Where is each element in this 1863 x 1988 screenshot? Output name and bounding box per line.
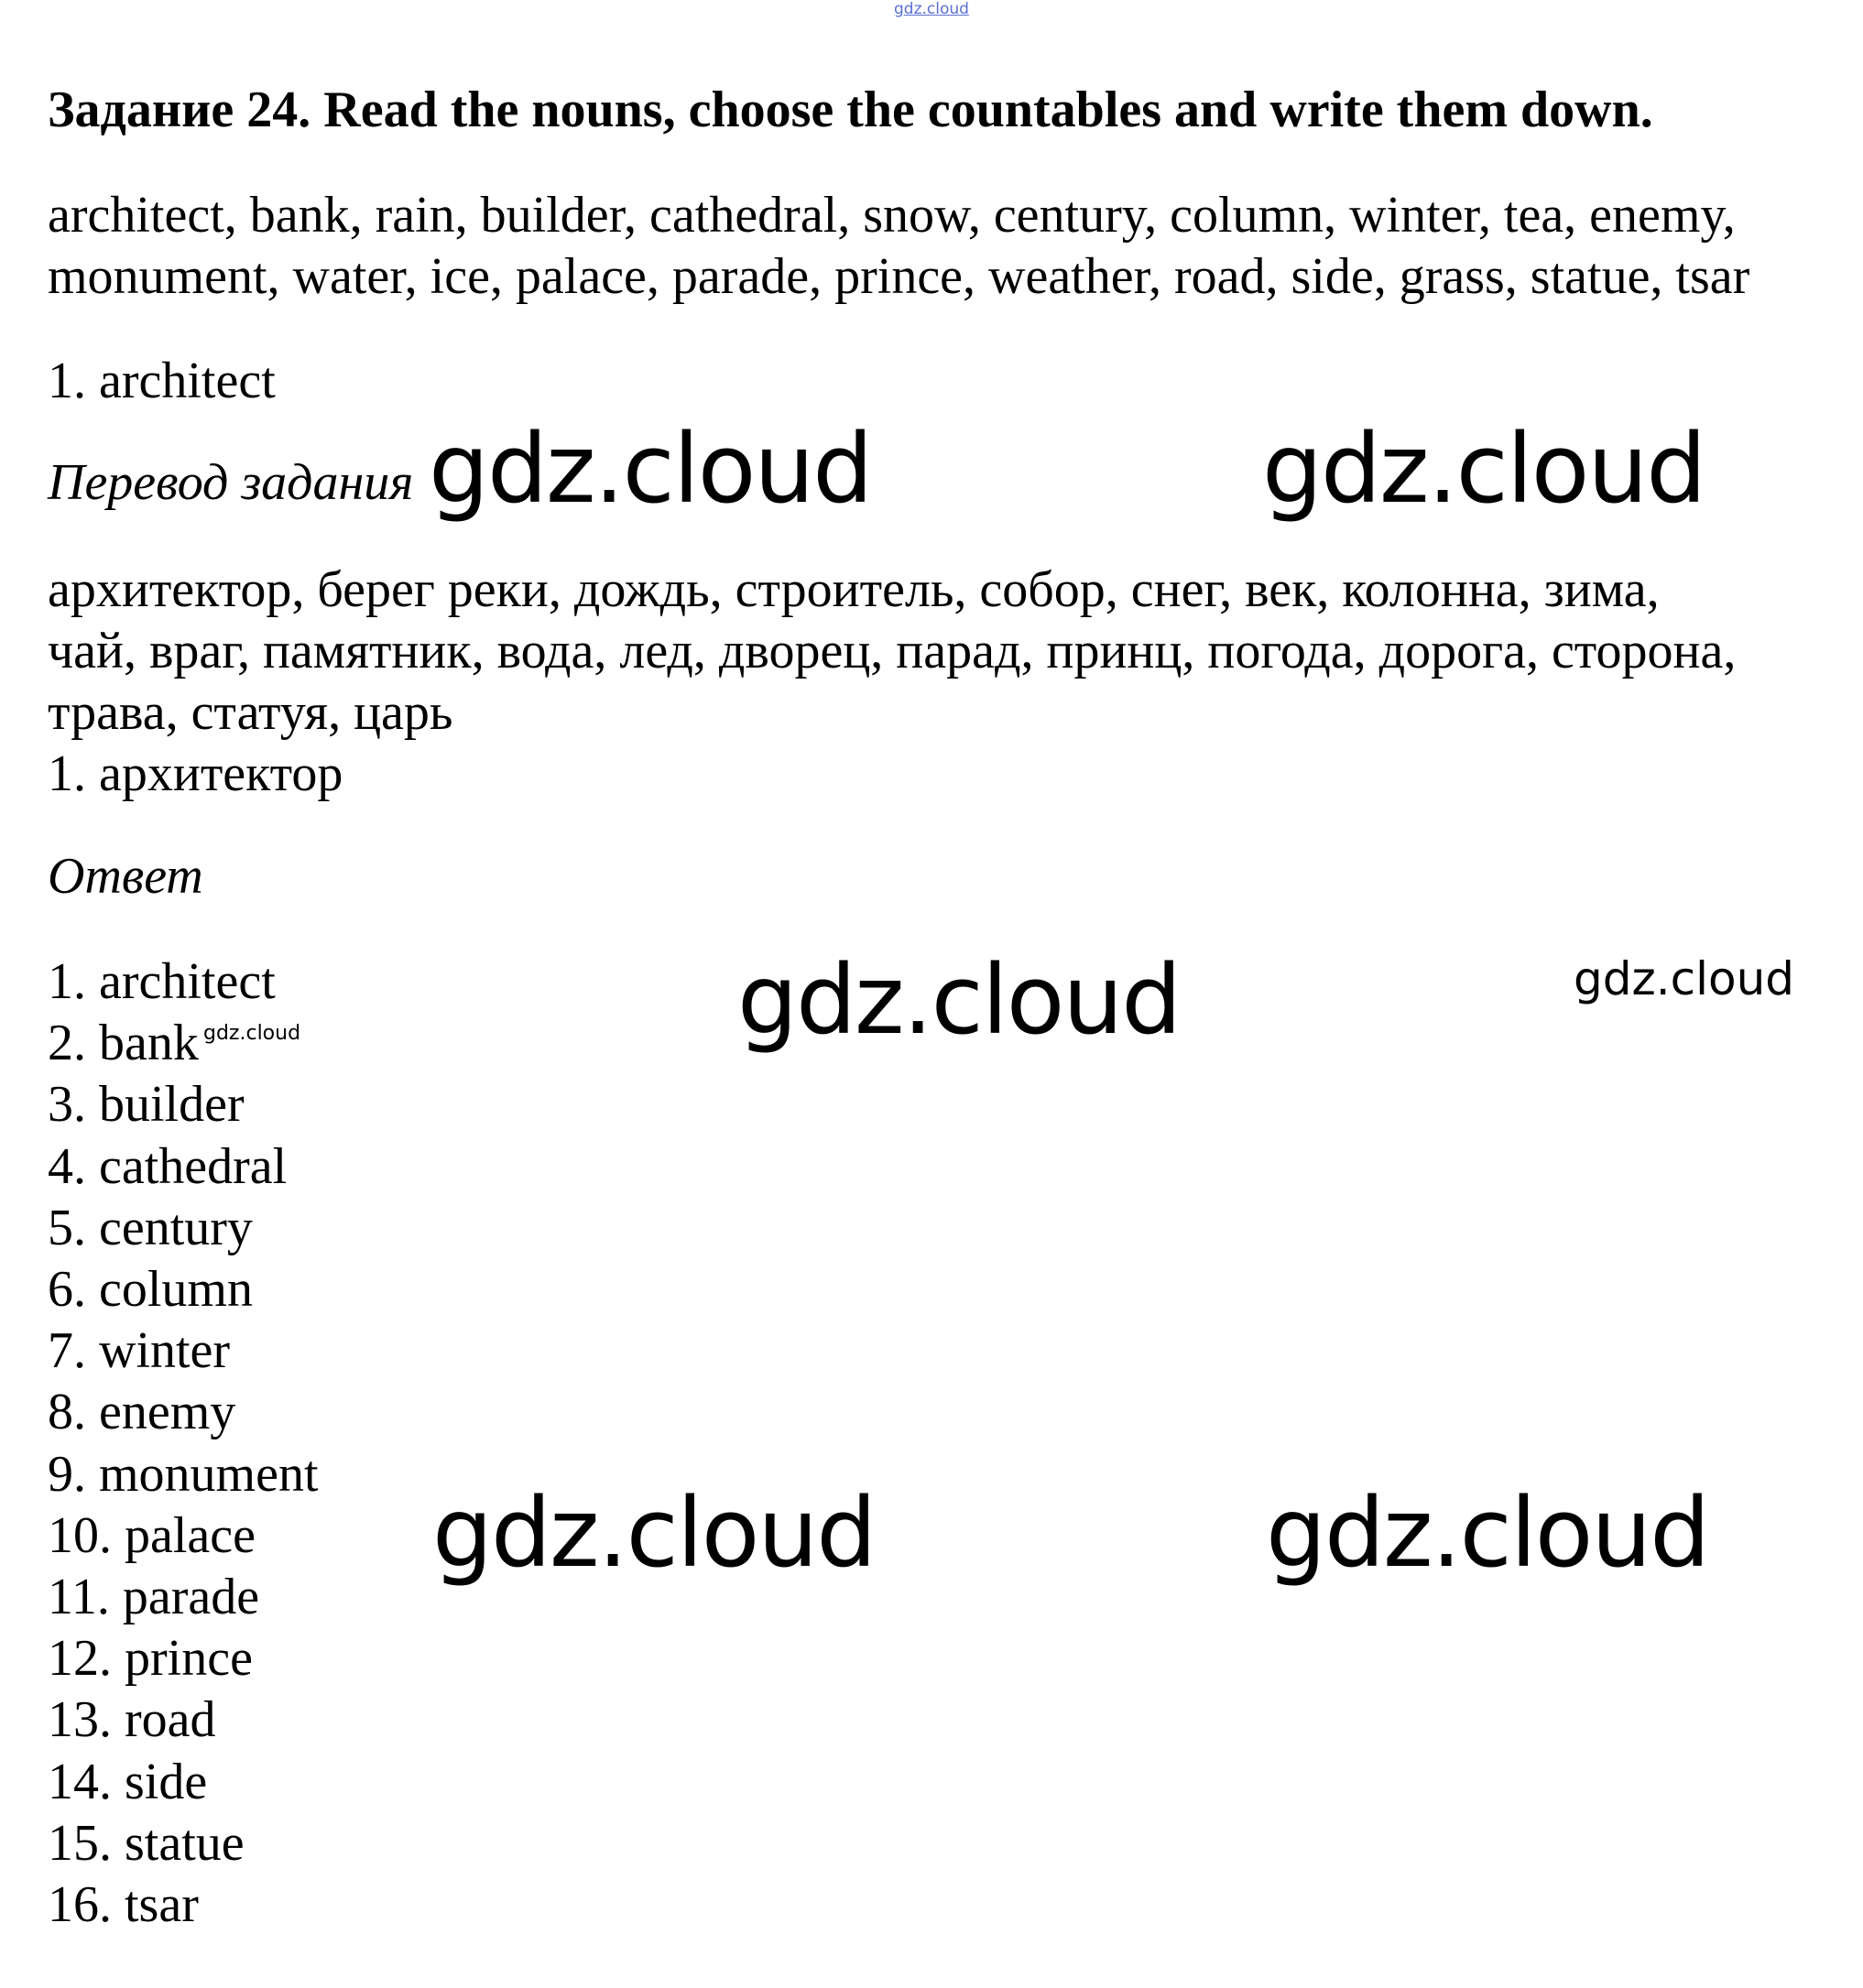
watermark-logo: gdz.cloud	[1262, 413, 1705, 525]
answer-item: 12. prince	[48, 1630, 253, 1688]
translation-nouns-line: чай, враг, памятник, вода, лед, дворец, парад, принц, погода, дорога, сторона,	[48, 623, 1737, 679]
watermark-logo: gdz.cloud	[737, 944, 1181, 1056]
answer-item: 14. side	[48, 1753, 208, 1810]
translation-example: 1. архитектор	[48, 745, 343, 802]
answer-item: 4. cathedral	[48, 1137, 288, 1195]
task-heading: Задание 24. Read the nouns, choose the countables and write them down.	[48, 81, 1653, 138]
answer-label: Ответ	[48, 848, 203, 905]
answer-item: 7. winter	[48, 1322, 231, 1380]
top-site-link[interactable]: gdz.cloud	[894, 0, 969, 18]
task-example	[48, 351, 1843, 412]
watermark-logo: gdz.cloud	[432, 1477, 876, 1589]
translation-nouns-paragraph	[48, 559, 1843, 805]
answer-item: 15. statue	[48, 1814, 245, 1872]
task-nouns-paragraph	[48, 185, 1843, 308]
watermark-logo: gdz.cloud	[203, 1022, 301, 1045]
answer-item: 16. tsar	[48, 1876, 199, 1934]
answer-item: 6. column	[48, 1261, 253, 1319]
answer-item: 11. parade	[48, 1569, 260, 1626]
answer-item: 10. palace	[48, 1506, 256, 1564]
answer-item: 9. monument	[48, 1445, 319, 1503]
answer-item: 1. architect	[48, 953, 276, 1010]
watermark-logo: gdz.cloud	[429, 413, 872, 525]
answer-item: 13. road	[48, 1691, 216, 1749]
answer-item: 5. century	[48, 1199, 253, 1256]
answer-item: 8. enemy	[48, 1384, 236, 1441]
task-example-text: 1. architect	[48, 353, 276, 409]
watermark-logo: gdz.cloud	[1574, 952, 1795, 1005]
translation-label: Перевод задания	[48, 454, 414, 511]
translation-nouns-line: трава, статуя, царь	[48, 684, 453, 741]
task-nouns-line: architect, bank, rain, builder, cathedral, snow, century, column, winter, tea, enemy,	[48, 187, 1736, 244]
answer-item: 3. builder	[48, 1076, 245, 1134]
answer-item: 2. bank	[48, 1015, 199, 1072]
translation-nouns-line: архитектор, берег реки, дождь, строитель, собор, снег, век, колонна, зима,	[48, 561, 1660, 618]
answer-list	[48, 951, 319, 1936]
task-nouns-line: monument, water, ice, palace, parade, prince, weather, road, side, grass, statue, tsar	[48, 248, 1750, 305]
watermark-logo: gdz.cloud	[1266, 1477, 1709, 1589]
